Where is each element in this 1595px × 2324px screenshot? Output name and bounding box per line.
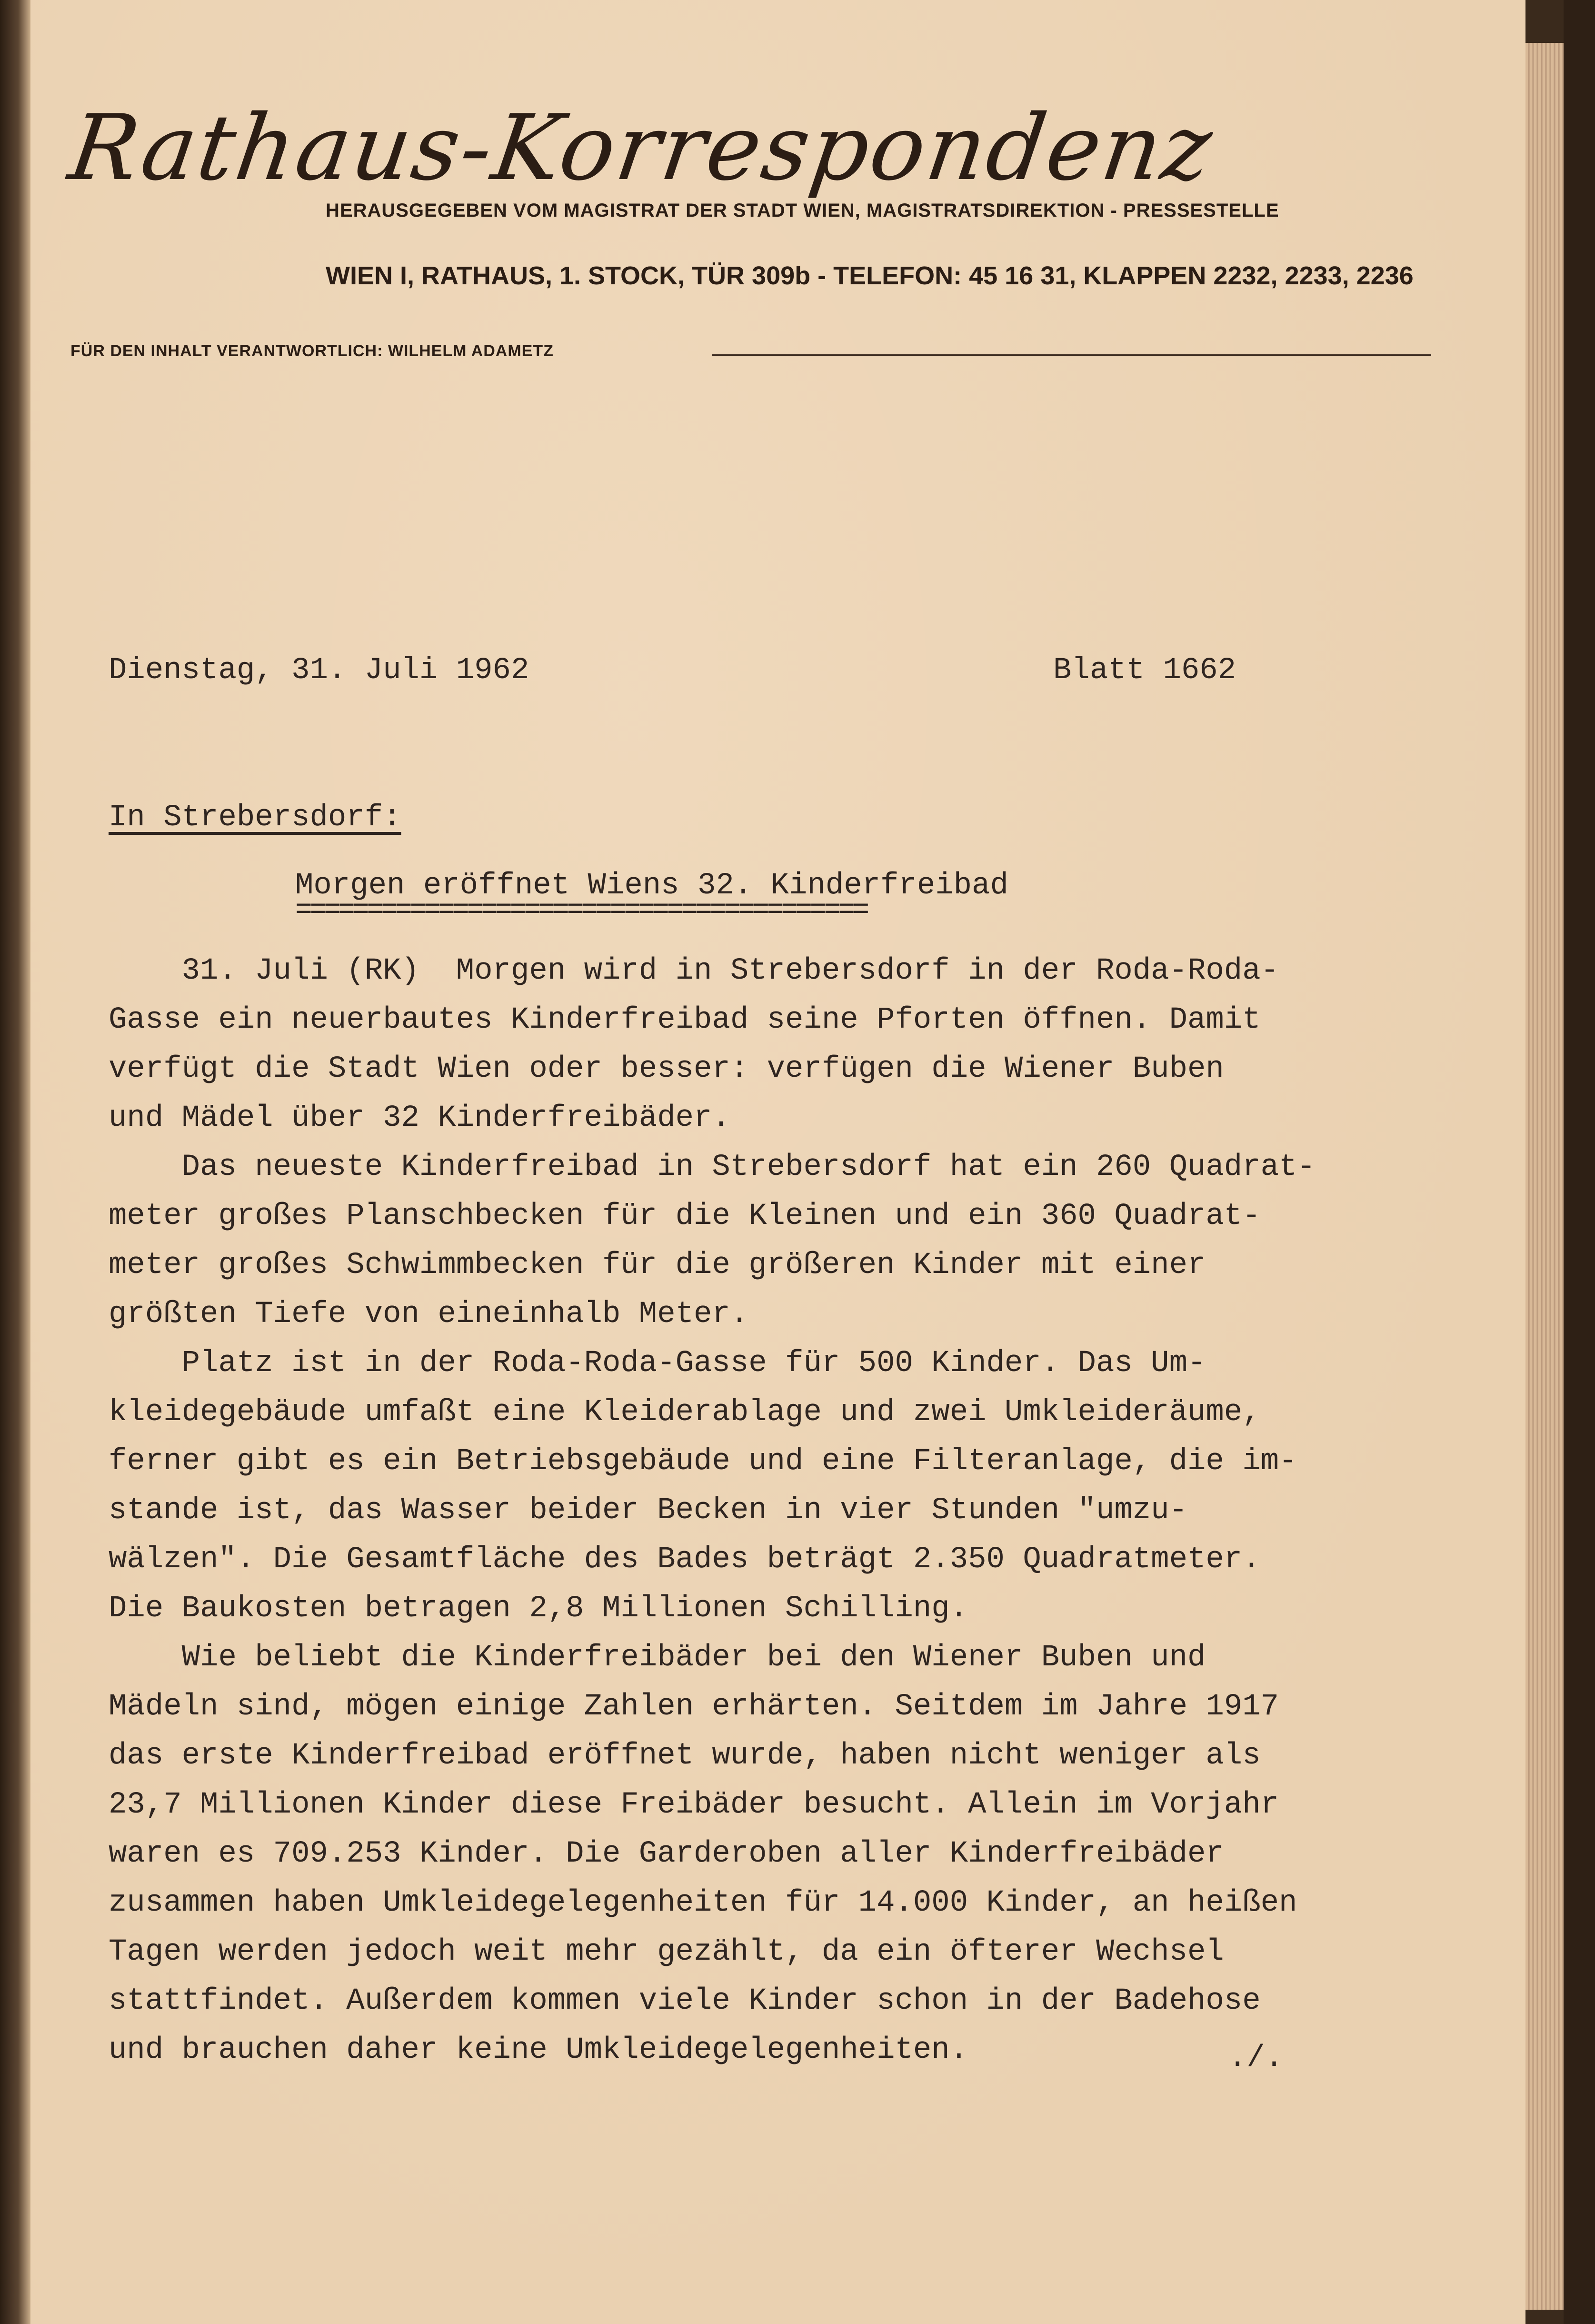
text-line: Tagen werden jedoch weit mehr gezählt, da ein öfterer Wechsel: [109, 1935, 1224, 1969]
text-line: meter großes Planschbecken für die Kleinen und ein 360 Quadrat-: [109, 1199, 1261, 1233]
page-stack-edge: [1525, 43, 1564, 2310]
text-line: Mädeln sind, mögen einige Zahlen erhärten. Seitdem im Jahre 1917: [109, 1690, 1279, 1724]
text-line: kleidegebäude umfaßt eine Kleiderablage und zwei Umkleideräume,: [109, 1395, 1261, 1430]
text-line: verfügt die Stadt Wien oder besser: verfügen die Wiener Buben: [109, 1052, 1224, 1086]
article-kicker: In Strebersdorf:: [109, 801, 401, 835]
book-cover-right: [1564, 0, 1595, 2324]
text-line: Die Baukosten betragen 2,8 Millionen Schilling.: [109, 1592, 968, 1626]
responsible-line: FÜR DEN INHALT VERANTWORTLICH: WILHELM ADAMETZ: [70, 342, 554, 360]
paragraph-3: [109, 1339, 1442, 1633]
paragraph-1: [109, 947, 1442, 1143]
text-line: ferner gibt es ein Betriebsgebäude und eine Filteranlage, die im-: [109, 1444, 1297, 1479]
masthead-title: Rathaus-Korrespondenz: [63, 95, 1220, 200]
header-rule: [712, 354, 1431, 356]
text-line: meter großes Schwimmbecken für die größeren Kinder mit einer: [109, 1248, 1206, 1282]
continuation-mark: ./.: [1228, 2041, 1284, 2075]
book-binding-left: [0, 0, 30, 2324]
text-line: wälzen". Die Gesamtfläche des Bades beträgt 2.350 Quadratmeter.: [109, 1543, 1261, 1577]
text-line: stande ist, das Wasser beider Becken in vier Stunden "umzu-: [109, 1493, 1187, 1528]
sheet-number: Blatt 1662: [1053, 653, 1236, 688]
document-date: Dienstag, 31. Juli 1962: [109, 653, 529, 688]
text-line: waren es 709.253 Kinder. Die Garderoben aller Kinderfreibäder: [109, 1837, 1224, 1871]
text-line: und brauchen daher keine Umkleidegelegenheiten.: [109, 2033, 968, 2067]
text-line: Das neueste Kinderfreibad in Strebersdorf hat ein 260 Quadrat-: [109, 1150, 1316, 1184]
text-line: Platz ist in der Roda-Roda-Gasse für 500 Kinder. Das Um-: [109, 1346, 1206, 1381]
paragraph-2: [109, 1143, 1442, 1339]
paragraph-4: [109, 1633, 1442, 2075]
headline-double-rule: ========================================: [295, 894, 867, 927]
text-line: 31. Juli (RK) Morgen wird in Strebersdorf in der Roda-Roda-: [109, 954, 1279, 988]
text-line: das erste Kinderfreibad eröffnet wurde, haben nicht weniger als: [109, 1739, 1261, 1773]
publisher-line: HERAUSGEGEBEN VOM MAGISTRAT DER STADT WIEN, MAGISTRATSDIREKTION - PRESSESTELLE: [326, 200, 1279, 221]
text-line: Gasse ein neuerbautes Kinderfreibad seine Pforten öffnen. Damit: [109, 1003, 1261, 1037]
address-line: WIEN I, RATHAUS, 1. STOCK, TÜR 309b - TELEFON: 45 16 31, KLAPPEN 2232, 2233, 2236: [326, 261, 1414, 290]
text-line: und Mädel über 32 Kinderfreibäder.: [109, 1101, 730, 1135]
article-headline: Morgen eröffnet Wiens 32. Kinderfreibad: [295, 869, 1008, 903]
text-line: größten Tiefe von eineinhalb Meter.: [109, 1297, 749, 1332]
article-body: [109, 947, 1442, 2075]
text-line: stattfindet. Außerdem kommen viele Kinder schon in der Badehose: [109, 1984, 1261, 2018]
text-line: Wie beliebt die Kinderfreibäder bei den Wiener Buben und: [109, 1641, 1206, 1675]
text-line: 23,7 Millionen Kinder diese Freibäder besucht. Allein im Vorjahr: [109, 1788, 1279, 1822]
text-line: zusammen haben Umkleidegelegenheiten für 14.000 Kinder, an heißen: [109, 1886, 1297, 1920]
